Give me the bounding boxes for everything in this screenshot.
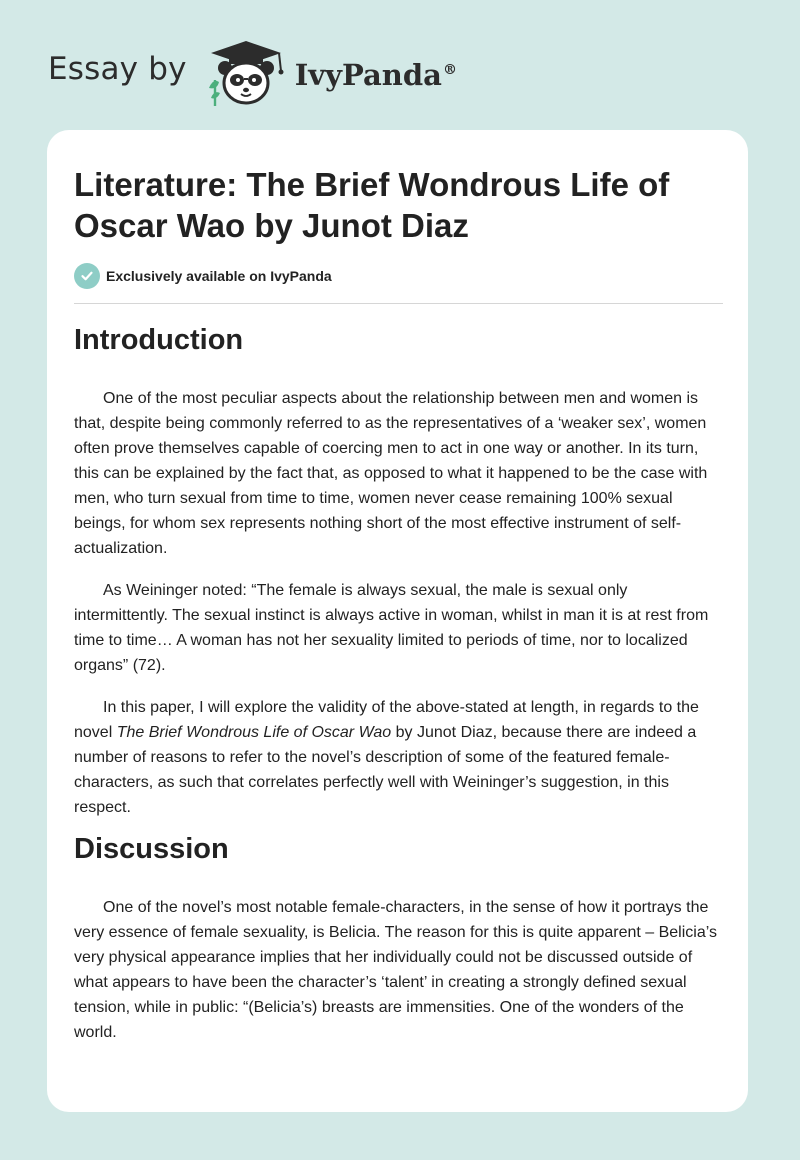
intro-paragraph-1: One of the most peculiar aspects about the relationship between men and women is that, despite being commonly referred to as the representatives of a ‘weaker sex’, women often prove themselves capable of coercing men to act in one way or another. In its turn, this can be explained by the fact that, as opposed to what it happened to be the case with men, who turn sexual from time to time, women never cease remaining 100% sexual beings, for whom sex represents nothing short of the most effective instrument of self-actualization. — [74, 390, 708, 557]
novel-title: The Brief Wondrous Life of Oscar Wao — [116, 724, 392, 741]
panda-graduate-logo-icon[interactable] — [201, 36, 291, 108]
registered-mark: ® — [442, 62, 457, 79]
check-icon — [74, 263, 100, 289]
section-heading-discussion: Discussion — [74, 833, 229, 865]
exclusive-badge — [74, 263, 332, 289]
site-header — [48, 36, 457, 108]
essay-by-label: Essay by — [48, 51, 187, 87]
intro-paragraph-3-text-after: by Junot Diaz, because there are indeed a number of reasons to refer to the novel’s description of some of the featured female-characters, as such that correlates perfectly well with Weininger’s suggestion, in this respect. — [74, 724, 697, 816]
intro-paragraph-3-text-before: In this paper, I will explore the validity of the above-stated at length, in regards to the novel — [74, 699, 699, 741]
section-heading-introduction: Introduction — [74, 324, 244, 356]
brand-name[interactable] — [295, 58, 457, 92]
essay-card — [47, 130, 748, 1112]
intro-paragraph-3 — [74, 695, 724, 820]
discussion-paragraph-1: One of the novel’s most notable female-characters, in the sense of how it portrays the very essence of female sexuality, is Belicia. The reason for this is quite apparent – Belicia’s very physical appearance implies that her individually could not be discussed outside of what appears to have been the character’s ‘talent’ in creating a strongly defined sexual tension, while in public: “(Belicia’s) breasts are immensities. One of the wonders of the world. — [74, 899, 717, 1041]
exclusive-badge-text: Exclusively available on IvyPanda — [106, 268, 332, 284]
intro-paragraph-2: As Weininger noted: “The female is always sexual, the male is sexual only intermittently. The sexual instinct is always active in woman, whilst in man it is at rest from time to time… A woman has not her sexuality limited to periods of time, nor to localized organs” (72). — [74, 582, 709, 674]
title-divider — [74, 303, 723, 304]
essay-title: Literature: The Brief Wondrous Life of Oscar Wao by Junot Diaz — [74, 166, 670, 244]
brand-name-text: IvyPanda — [294, 58, 442, 92]
